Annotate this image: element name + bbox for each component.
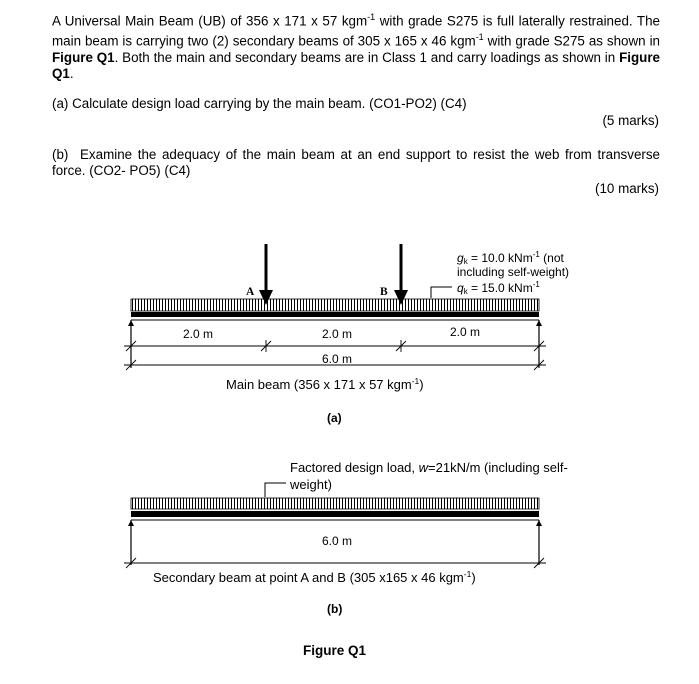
udl-hatch-b bbox=[131, 498, 539, 509]
figure-b bbox=[124, 460, 568, 616]
part-a: (a) Calculate design load carrying by the main beam. (CO1-PO2) (C4) bbox=[52, 96, 467, 111]
part-b-text: Examine the adequacy of the main beam at an end support to resist the web from transverse force. (CO2- PO5) (C4) bbox=[52, 147, 660, 178]
secondary-beam-caption: Secondary beam at point A and B (305 x165 x 46 kgm$^{-1}$) bbox=[153, 569, 476, 585]
main-beam bbox=[131, 312, 539, 317]
udl-leader-a bbox=[431, 287, 452, 298]
question-intro: A Universal Main Beam (UB) of 356 x 171 x 57 kgm$^{-1}$ with grade S275 is full laterally restrained. The main beam is carrying two (2) secondary beams of 305 x 165 x 46 kgm$^{-1}$ with grade S275 as shown in Figure Q1. Both the main and secondary beams are in Class 1 and carry loadings as shown in Figure Q1. bbox=[52, 12, 661, 81]
marks-a: (5 marks) bbox=[602, 113, 659, 128]
support-right-b bbox=[536, 520, 542, 565]
support-left-b bbox=[128, 520, 134, 565]
factored-load-label: Factored design load, w=21kN/m (including self- bbox=[290, 460, 568, 475]
gk-label: gk = 10.0 kNm$^{-1}$ (not bbox=[457, 250, 564, 266]
point-b-label: B bbox=[380, 286, 388, 298]
figure-b-label: (b) bbox=[327, 602, 343, 616]
factored-load-label-2: weight) bbox=[290, 477, 332, 492]
secondary-span-label: 6.0 m bbox=[322, 534, 353, 548]
udl-leader-b bbox=[265, 483, 286, 497]
span-2-label: 2.0 m bbox=[322, 327, 353, 341]
main-beam-caption: Main beam (356 x 171 x 57 kgm$^{-1}$) bbox=[226, 376, 424, 392]
part-b-label: (b) bbox=[52, 147, 69, 162]
total-span-label: 6.0 m bbox=[322, 352, 353, 366]
marks-b: (10 marks) bbox=[595, 181, 659, 196]
span-3-label: 2.0 m bbox=[450, 325, 481, 339]
figure-title: Figure Q1 bbox=[303, 643, 367, 658]
qk-label: qk = 15.0 kNm$^{-1}$ bbox=[457, 280, 540, 296]
figure-a bbox=[124, 244, 569, 425]
udl-hatch-a bbox=[131, 299, 539, 311]
point-a-label: A bbox=[246, 286, 255, 298]
figure-a-label: (a) bbox=[327, 411, 342, 425]
figure-ref: Figure Q1 bbox=[52, 49, 660, 81]
point-load-b bbox=[394, 244, 408, 305]
gk-note: including self-weight) bbox=[457, 265, 570, 279]
figure-ref: Figure Q1 bbox=[52, 49, 115, 65]
span-1-label: 2.0 m bbox=[183, 327, 214, 341]
secondary-beam bbox=[131, 511, 539, 517]
point-load-a bbox=[259, 244, 273, 305]
